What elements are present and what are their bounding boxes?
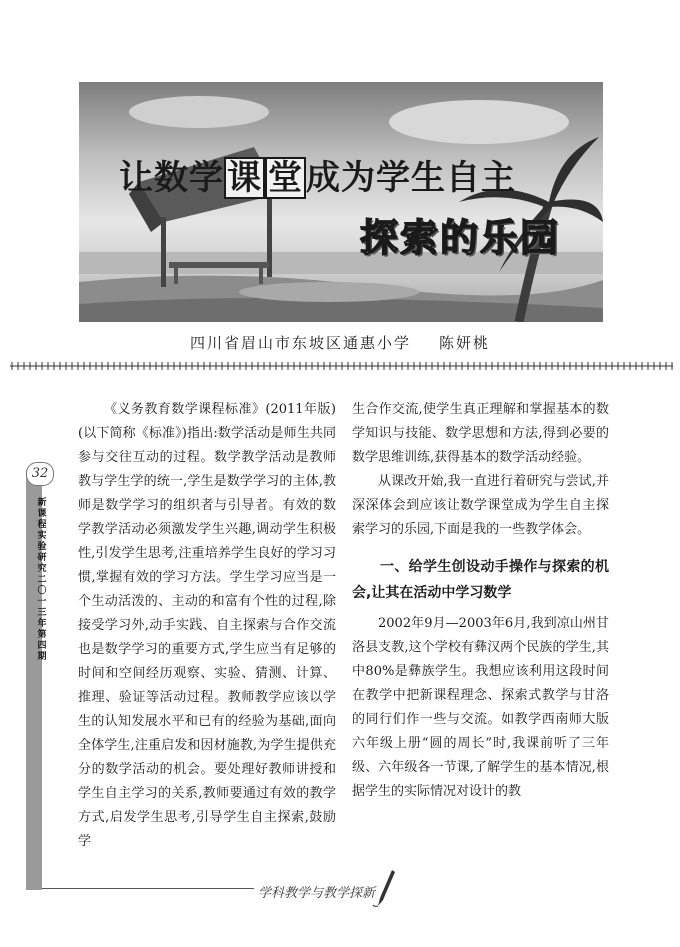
bench-leg [259, 268, 263, 284]
palm-leaf [549, 137, 599, 204]
paragraph: 2002年9月—2003年6月,我到凉山州甘洛县支教,这个学校有彝汉两个民族的学生,其中80%是彝族学生。我想应该利用这段时间在教学中把新课程理念、探索式教学与甘洛的同行们作一些与交流。如教学西南师大版六年级上册“圆的周长”时,我课前听了三年级、六年级各一节课,了解学生的基本情况,根据学生的实际情况对设计的教 [352, 616, 609, 799]
byline [0, 332, 680, 353]
author-name: 陈妍桃 [439, 334, 491, 352]
bench [169, 262, 269, 268]
paragraph: 从课改开始,我一直进行着研究与尝试,并深深体会到应该让数学课堂成为学生自主探索学习的乐园,下面是我的一些教学体会。 [352, 474, 609, 537]
footer-journal-column: 学科教学与教学探新 [254, 882, 379, 901]
title-prefix: 让数学 [119, 158, 224, 198]
cloud [389, 100, 569, 144]
title-boxed-char: 堂 [265, 157, 306, 199]
cloud [129, 96, 269, 128]
article-title-line1 [119, 150, 516, 199]
title-boxed-char: 课 [224, 157, 265, 199]
article-title-line2: 探索的乐园 [360, 216, 561, 260]
left-column [78, 398, 336, 854]
title-suffix: 成为学生自主 [306, 158, 516, 198]
sand-patch [239, 282, 419, 302]
pen-icon [372, 868, 396, 908]
beach-scene-illustration [79, 82, 603, 322]
bench-leg [174, 268, 178, 284]
journal-name-vertical: 新课程实验研究 二〇一三年 第四期 [37, 498, 47, 662]
section-heading: 一、给学生创设动手操作与探索的机会,让其在活动中学习数学 [352, 559, 609, 601]
hut-post [161, 217, 166, 287]
paragraph-continued: 生合作交流,使学生真正理解和掌握基本的数学知识与技能、数学思想和方法,得到必要的数学思维训练,获得基本的数学活动经验。 [352, 402, 609, 465]
header-banner [79, 82, 603, 322]
decorative-cross-rule [10, 361, 673, 371]
right-column [352, 398, 609, 804]
author-school: 四川省眉山市东坡区通惠小学 [189, 334, 411, 352]
paragraph: 《义务教育数学课程标准》(2011年版)(以下简称《标准》)指出:数学活动是师生共同参与交往互动的过程。数学教学活动是教师教与学生学的统一,学生是数学学习的主体,教师是数学学习的组织者与引导者。有效的数学教学活动必须激发学生兴趣,调动学生积极性,引发学生思考,注重培养学生良好的学习习惯,掌握有效的学习方法。学生学习应当是一个生动活泼的、主动的和富有个性的过程,除接受学习外,动手实践、自主探索与合作交流也是数学学习的重要方式,学生应当有足够的时间和空间经历观察、实验、猜测、计算、推理、验证等活动过程。教师教学应该以学生的认知发展水平和已有的经验为基础,面向全体学生,注重启发和因材施教,为学生提供充分的数学活动的机会。要处理好教师讲授和学生自主学习的关系,教师要通过有效的教学方式,启发学生思考,引导学生自主探索,鼓励学 [78, 402, 336, 849]
page-number: 32 [26, 462, 54, 486]
